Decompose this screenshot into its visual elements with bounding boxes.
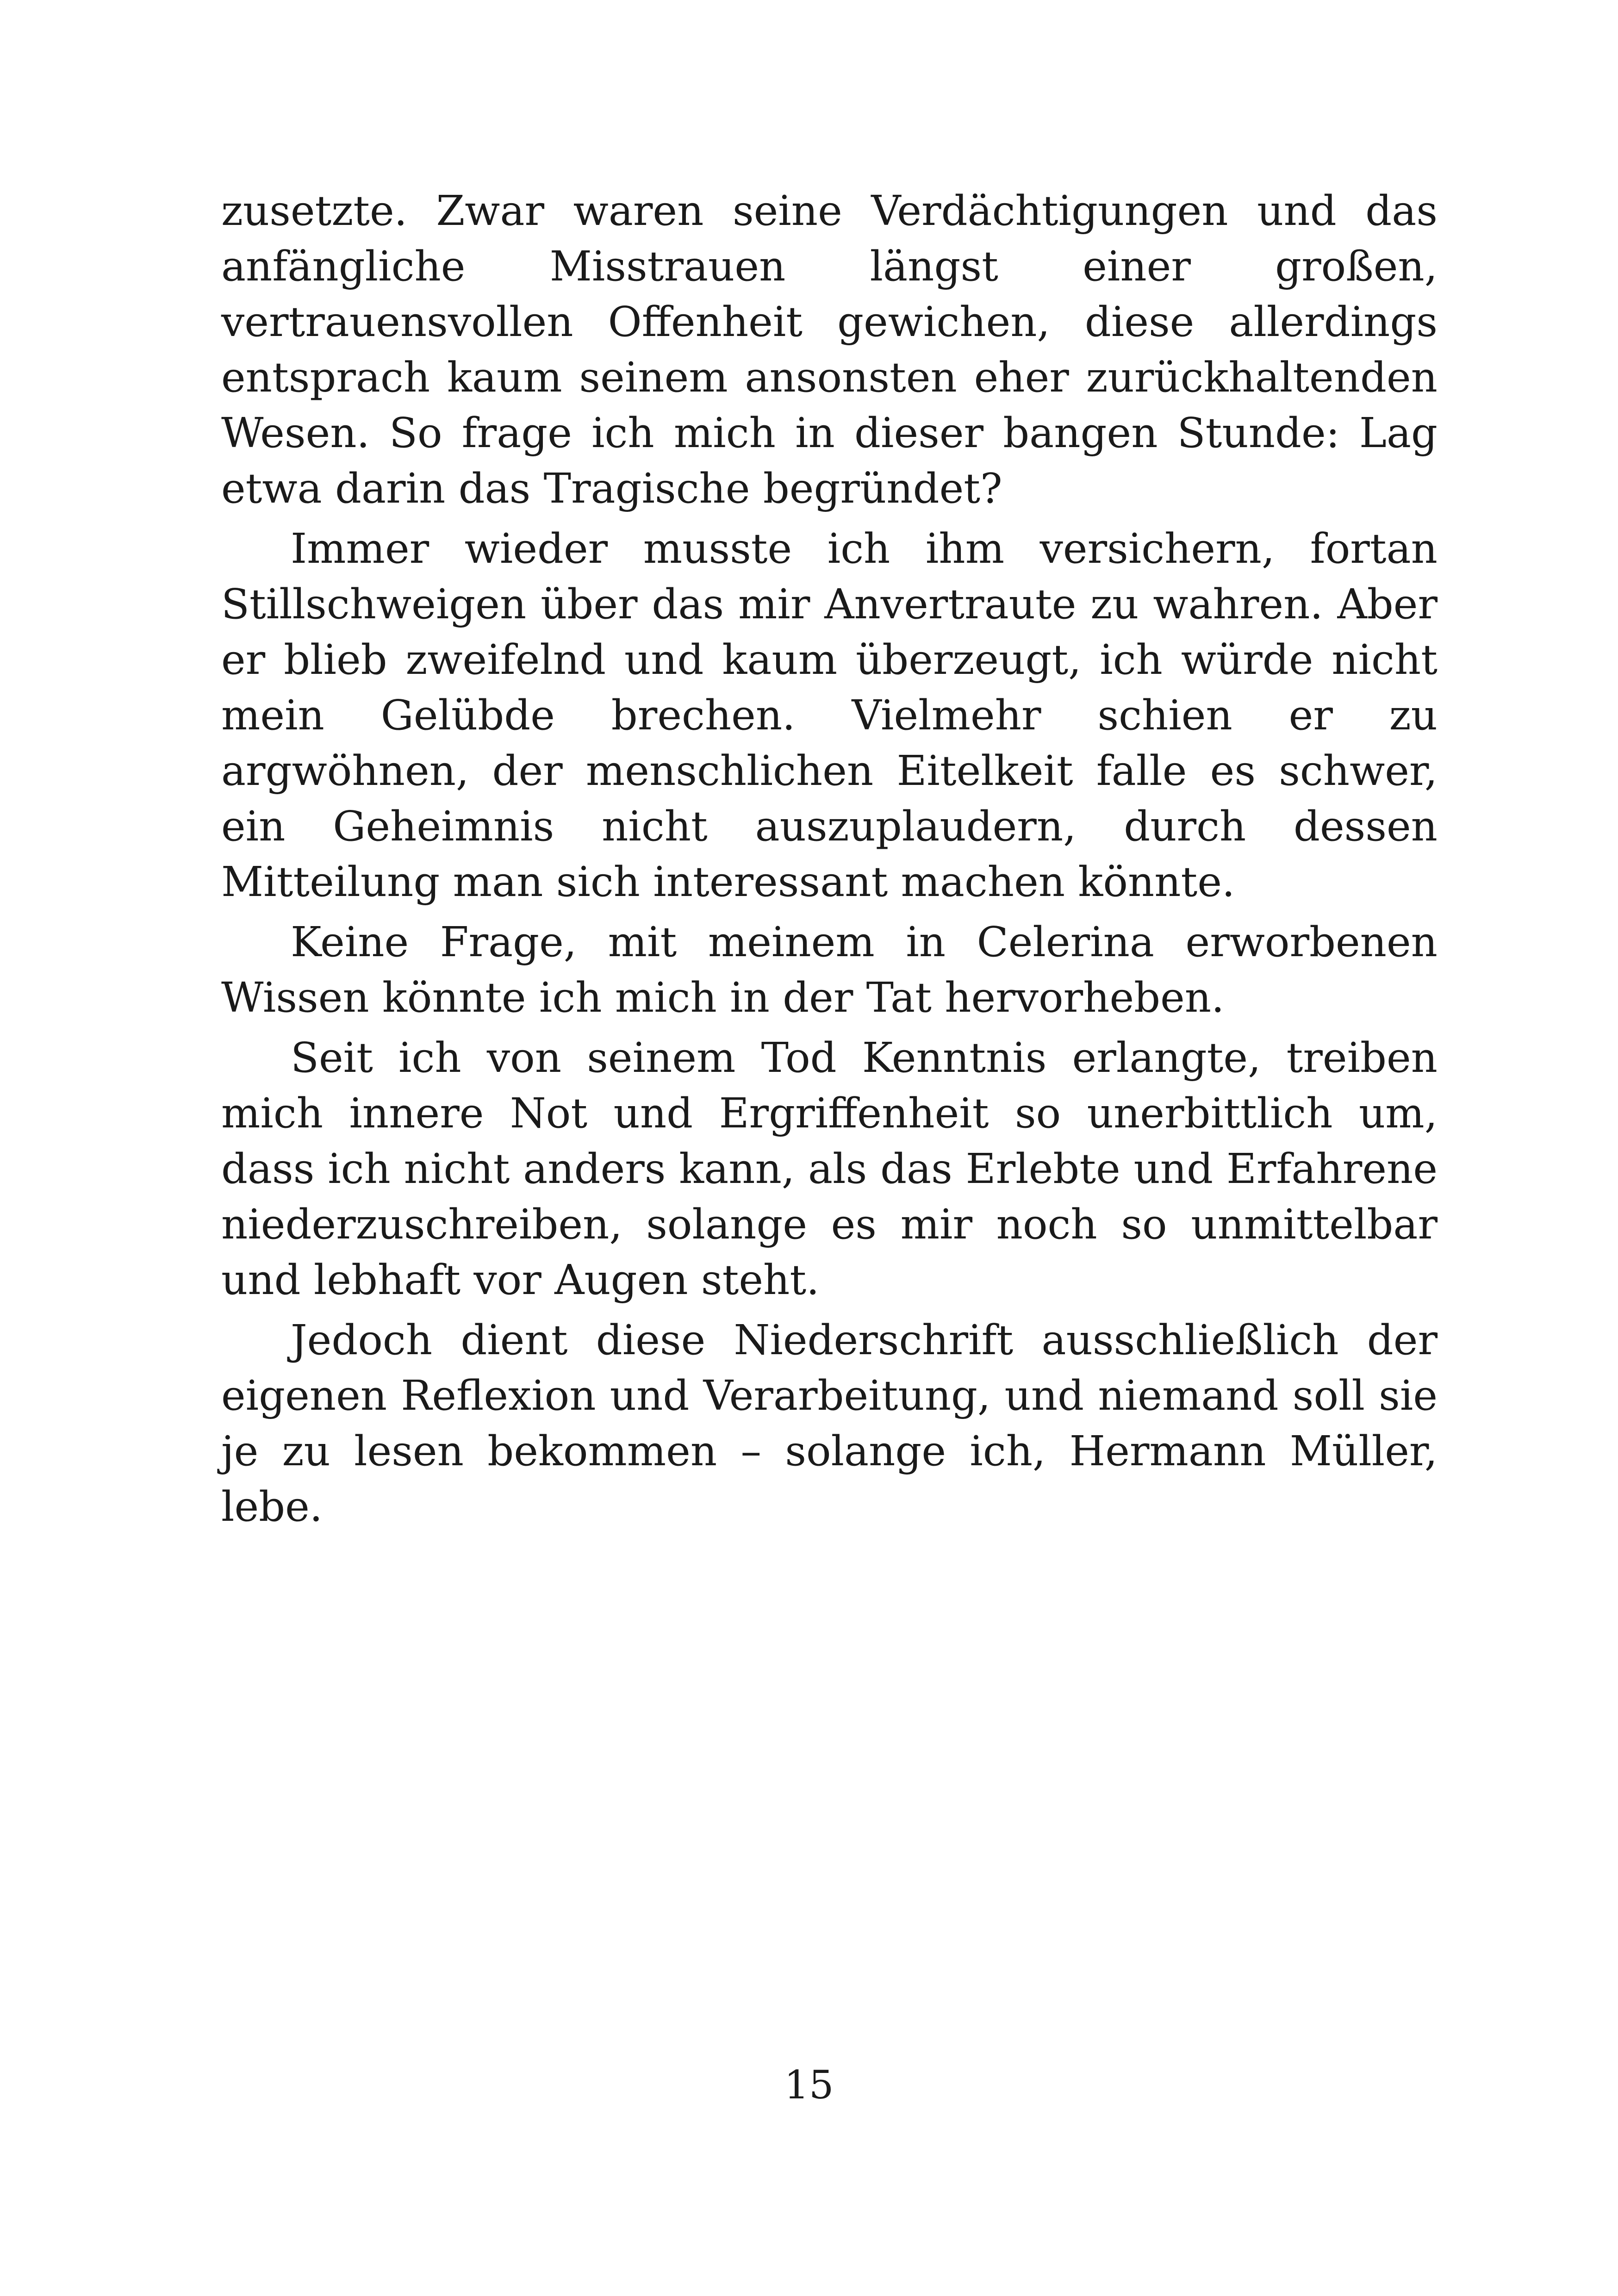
page-number: 15 [784, 2062, 834, 2108]
paragraph-5: Jedoch dient diese Niederschrift ausschließlich der eigenen Reflexion und Verarbeitung, und niemand soll sie je zu lesen bekommen – solange ich, Hermann Müller, lebe. [221, 1316, 1438, 1531]
paragraph-1: zusetzte. Zwar waren seine Verdächtigungen und das anfängliche Misstrauen längst einer großen, vertrauensvollen Offenheit gewichen, diese allerdings entsprach kaum seinem ansonsten eher zurückhaltenden Wesen. So frage ich mich in dieser bangen Stunde: Lag etwa darin das Tragische begründet? [221, 187, 1438, 512]
paragraph-2: Immer wieder musste ich ihm versichern, fortan Stillschweigen über das mir Anvertraute zu wahren. Aber er blieb zweifelnd und kaum überzeugt, ich würde nicht mein Gelübde brechen. Vielmehr schien er zu argwöhnen, der menschlichen Eitelkeit falle es schwer, ein Geheimnis nicht auszuplaudern, durch dessen Mitteilung man sich interessant machen könnte. [221, 524, 1438, 906]
body-text [221, 183, 1438, 1534]
paragraph-4: Seit ich von seinem Tod Kenntnis erlangte, treiben mich innere Not und Ergriffenheit so unerbittlich um, dass ich nicht anders kann, als das Erlebte und Erfahrene niederzuschreiben, solange es mir noch so unmittelbar und lebhaft vor Augen steht. [221, 1033, 1438, 1304]
paragraph-3: Keine Frage, mit meinem in Celerina erworbenen Wissen könnte ich mich in der Tat hervorheben. [221, 918, 1438, 1021]
